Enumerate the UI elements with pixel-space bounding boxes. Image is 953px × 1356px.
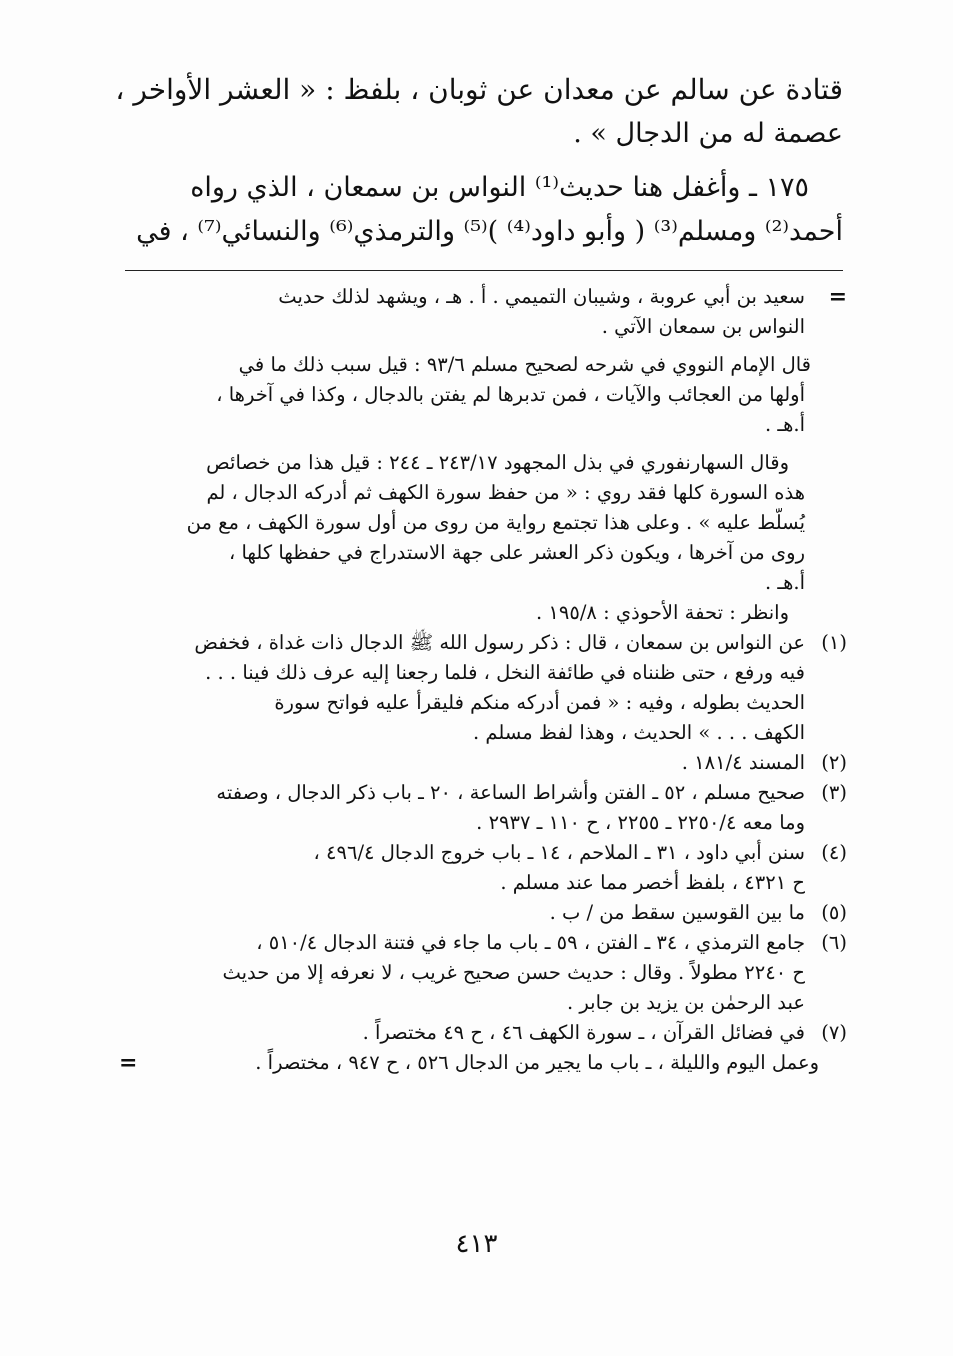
main-text-line: قتادة عن سالم عن معدان عن ثوبان ، بلفظ : « العشر الأواخر ، [115, 73, 843, 106]
footnote-5 [125, 898, 847, 928]
footnote-line: أولها من العجائب والآيات ، فمن تدبرها لم يفتن بالدجال ، وكذا في آخرها ، [216, 383, 805, 406]
footnote-line: روى من آخرها ، ويكون ذكر العشر على جهة الاستدراج في حفظها كلها ، [228, 541, 805, 564]
footnote-number: (٧) [821, 1021, 847, 1044]
footnote-number: (٢) [821, 751, 847, 774]
footnote-see-also [125, 598, 843, 628]
footnote-line: المسند ١٨١/٤ . [681, 751, 805, 774]
footnote-paragraph-nawawi [125, 350, 843, 440]
footnote-line: ح ٤٣٢١ ، بلفظ أخصر مما عند مسلم . [500, 871, 805, 894]
page-number: ٤١٣ [455, 1229, 498, 1259]
footnote-line: الكهف . . . » الحديث ، وهذا لفظ مسلم . [472, 721, 805, 744]
main-text-line: أحمد⁽²⁾ ومسلم⁽³⁾ ( وأبو داود⁽⁴⁾ )⁽⁵⁾ والترمذي⁽⁶⁾ والنسائي⁽⁷⁾ ، في [136, 216, 843, 247]
footnote-line: في فضائل القرآن ، ـ سورة الكهف ٤٦ ، ح ٤٩ مختصراً . [362, 1021, 805, 1044]
footnote-line: عن النواس بن سمعان ، قال : ذكر رسول الله ﷺ الدجال ذات غداة ، فخفض [194, 631, 805, 654]
footnote-line: وقال السهارنفوري في بذل المجهود ٢٤٣/١٧ ـ ٢٤٤ : قيل هذا من خصائص [206, 451, 789, 474]
footnote-line: النواس بن سمعان الآتي . [601, 315, 805, 338]
footnote-number: (٦) [821, 931, 847, 954]
footnote-line: ما بين القوسين سقط من / ب . [549, 901, 805, 924]
footnotes [119, 282, 847, 1078]
footnote-line: الحديث بطوله ، وفيه : « فمن أدركه منكم فليقرأ عليه فواتح سورة [274, 691, 805, 714]
footnote-2 [125, 748, 847, 778]
footnote-line: وانظر : تحفة الأحوذي : ١٩٥/٨ . [536, 601, 789, 624]
footnote-line: سنن أبي داود ، ٣١ ـ الملاحم ، ١٤ ـ باب خروج الدجال ٤٩٦/٤ ، [313, 841, 805, 864]
footnote-continuation [125, 282, 847, 342]
footnote-line: عبد الرحمٰن بن يزيد بن جابر . [566, 991, 805, 1014]
footnote-7 [119, 1018, 847, 1078]
footnote-6 [125, 928, 847, 1018]
footnote-separator [125, 270, 843, 271]
footnote-3 [125, 778, 847, 838]
main-text-line: ١٧٥ ـ وأغفل هنا حديث⁽¹⁾ النواس بن سمعان ، الذي رواه [190, 172, 809, 203]
footnote-line: قال الإمام النووي في شرحه لصحيح مسلم ٩٣/٦ : قيل سبب ذلك ما في [238, 353, 811, 376]
main-text-line: عصمة له من الدجال » . [573, 118, 843, 149]
continuation-mark: = [828, 284, 847, 310]
footnote-line: أ.هـ . [764, 413, 805, 436]
footnote-line: أ.هـ . [764, 571, 805, 594]
footnote-1 [125, 628, 847, 748]
footnote-number: (١) [821, 631, 847, 654]
footnote-line: سعيد بن أبي عروبة ، وشيبان التميمي . أ . هـ ، ويشهد لذلك حديث [278, 285, 805, 308]
footnote-paragraph-saharanfuri [125, 448, 843, 598]
footnote-line: هذه السورة كلها فقد روي : « من حفظ سورة الكهف ثم أدركه الدجال ، لم [206, 481, 805, 504]
footnote-number: (٥) [821, 901, 847, 924]
footnote-line: صحيح مسلم ، ٥٢ ـ الفتن وأشراط الساعة ، ٢٠ ـ باب ذكر الدجال ، وصفته [216, 781, 805, 804]
footnote-line: وعمل اليوم والليلة ، ـ باب ما يجير من الدجال ٥٢٦ ، ح ٩٤٧ ، مختصراً . [255, 1051, 819, 1074]
footnote-4 [125, 838, 847, 898]
footnote-line: فيه ورفع ، حتى ظنناه في طائفة النخل ، فلما رجعنا إليه عرف ذلك فينا . . . [205, 661, 805, 684]
footnote-number: (٤) [821, 841, 847, 864]
footnote-line: ح ٢٢٤٠ مطولاً . وقال : حديث حسن صحيح غريب ، لا نعرفه إلا من حديث [222, 961, 805, 984]
footnote-line: وما معه ٢٢٥٠/٤ ـ ٢٢٥٥ ، ح ١١٠ ـ ٢٩٣٧ . [476, 811, 805, 834]
continuation-end-mark: = [119, 1050, 138, 1076]
main-text [115, 68, 843, 254]
footnote-number: (٣) [821, 781, 847, 804]
footnote-line: يُسلَّط عليه » . وعلى هذا تجتمع رواية من روى من أول سورة الكهف ، مع من [186, 511, 805, 534]
footnote-line: جامع الترمذي ، ٣٤ ـ الفتن ، ٥٩ ـ باب ما جاء في فتنة الدجال ٥١٠/٤ ، [256, 931, 805, 954]
